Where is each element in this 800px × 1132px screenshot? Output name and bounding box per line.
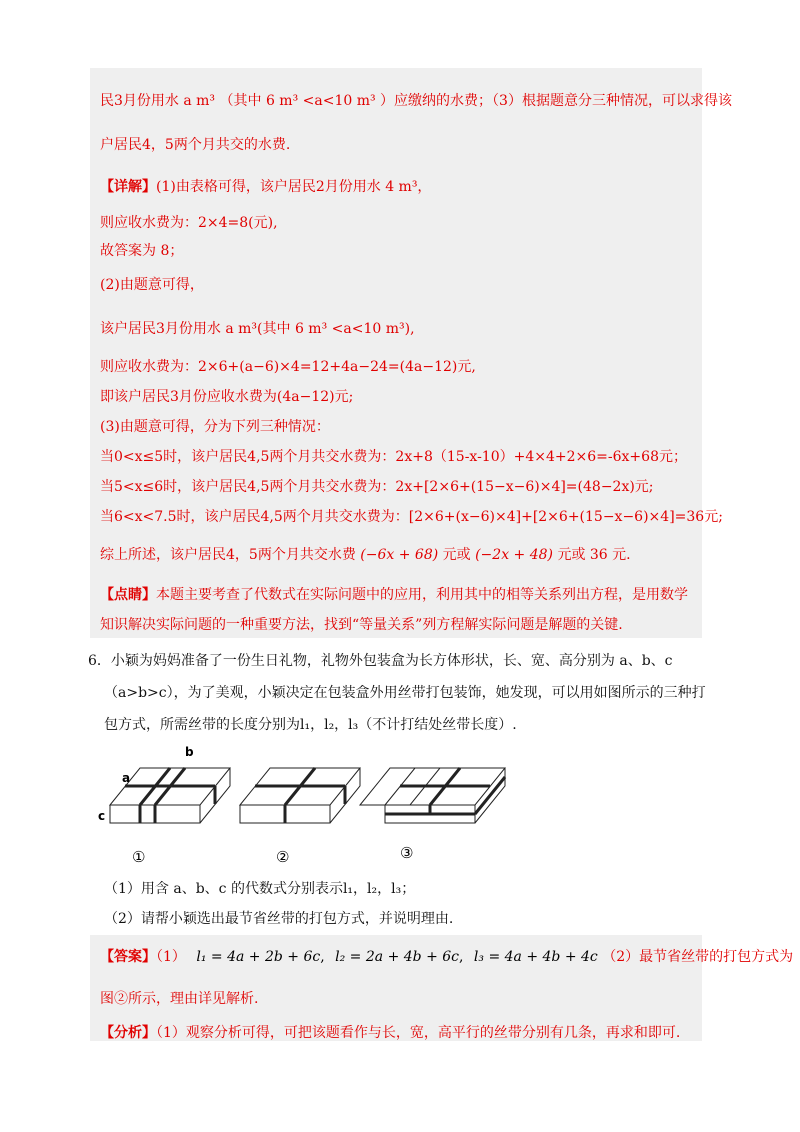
- comment-line-2: 知识解决实际问题的一种重要方法，找到“等量关系”列方程解实际问题是解题的关键.: [100, 617, 623, 633]
- answer-post: （2）最节省丝带的打包方式为: [602, 949, 794, 965]
- comment-tag: 【点睛】: [100, 587, 156, 603]
- question-line-1: 6．小颖为妈妈准备了一份生日礼物，礼物外包装盒为长方体形状，长、宽、高分别为 a、b、c: [88, 653, 673, 669]
- fig-label-a: a: [122, 771, 131, 785]
- solution-line-1: 民3月份用水 a m³ （其中 6 m³ <a<10 m³ ）应缴纳的水费；（3）根据题意分三种情况，可以求得该: [100, 93, 732, 109]
- solution-line-2: 户居民4，5两个月共交的水费.: [100, 137, 291, 153]
- fig-num-2: ②: [276, 848, 290, 866]
- solution-line-8: 则应收水费为：2×6+(a−6)×4=12+4a−24=(4a−12)元,: [100, 359, 476, 375]
- fig-label-c: c: [98, 809, 106, 823]
- expr-2: (−2x + 48): [475, 547, 553, 563]
- fig-num-3: ③: [400, 844, 414, 862]
- part-2: （2）请帮小颖选出最节省丝带的打包方式，并说明理由.: [104, 911, 454, 927]
- solution-summary: [100, 546, 631, 564]
- analysis-tag: 【分析】: [100, 1025, 156, 1041]
- box-figure-3-full: [380, 738, 520, 838]
- solution-line-11: 当0<x≤5时，该户居民4,5两个月共交水费为：2x+8（15-x-10）+4×4+2×6=-6x+68元；: [100, 449, 687, 465]
- question-line-3: 包方式，所需丝带的长度分别为l₁，l₂，l₃（不计打结处丝带长度）.: [104, 717, 517, 733]
- solution-line-10: (3)由题意可得，分为下列三种情况：: [100, 419, 330, 435]
- answer-line: 【答案】（1） l₁ = 4a + 2b + 6c, l₂ = 2a + 4b + 6c, l₃ = 4a + 4b + 4c （2）最节省丝带的打包方式为: [100, 949, 794, 965]
- box-figure-2: [240, 768, 360, 823]
- solution-line-13: 当6<x<7.5时，该户居民4,5两个月共交水费为：[2×6+(x−6)×4]+[2×6+(15−x−6)×4]=36元;: [100, 509, 723, 525]
- fig-num-1: ①: [132, 848, 146, 866]
- detail-tag: 【详解】: [100, 179, 156, 195]
- detail-text: (1)由表格可得，该户居民2月份用水 4 m³，: [156, 179, 432, 195]
- part-1: （1）用含 a、b、c 的代数式分别表示l₁，l₂，l₃；: [104, 881, 416, 897]
- formula-l2: l₂ = 2a + 4b + 6c: [335, 949, 459, 965]
- summary-or: 元或: [442, 547, 471, 563]
- solution-line-12: 当5<x≤6时，该户居民4,5两个月共交水费为：2x+[2×6+(15−x−6)×4]=(48−2x)元;: [100, 479, 654, 495]
- detail-line: [100, 178, 431, 196]
- solution-line-7: 该户居民3月份用水 a m³(其中 6 m³ <a<10 m³),: [100, 321, 415, 337]
- formula-l3: l₃ = 4a + 4b + 4c: [473, 949, 598, 965]
- summary-text: 综上所述，该户居民4，5两个月共交水费: [100, 547, 356, 563]
- solution-line-4: 则应收水费为：2×4=8(元),: [100, 215, 278, 231]
- solution-line-6: (2)由题意可得，: [100, 277, 204, 293]
- answer-line-2: 图②所示，理由详见解析.: [100, 991, 259, 1007]
- solution-line-9: 即该户居民3月份应收水费为(4a−12)元;: [100, 389, 354, 405]
- comment-line: [100, 586, 688, 604]
- analysis-line: [100, 1024, 680, 1042]
- answer-pre: （1）: [156, 949, 186, 965]
- answer-tag: 【答案】: [100, 949, 156, 965]
- expr-1: (−6x + 68): [360, 547, 439, 563]
- question-line-2: （a>b>c），为了美观，小颖决定在包装盒外用丝带打包装饰，她发现，可以用如图所示的三种打: [104, 685, 706, 701]
- formula-l1: l₁ = 4a + 2b + 6c: [196, 949, 321, 965]
- fig-label-b: b: [185, 745, 194, 759]
- summary-end: 元或 36 元.: [557, 547, 631, 563]
- solution-line-5: 故答案为 8；: [100, 243, 184, 259]
- comment-text: 本题主要考查了代数式在实际问题中的应用，利用其中的相等关系列出方程，是用数学: [156, 587, 688, 603]
- analysis-text: （1）观察分析可得，可把该题看作与长，宽，高平行的丝带分别有几条，再求和即可.: [156, 1025, 681, 1041]
